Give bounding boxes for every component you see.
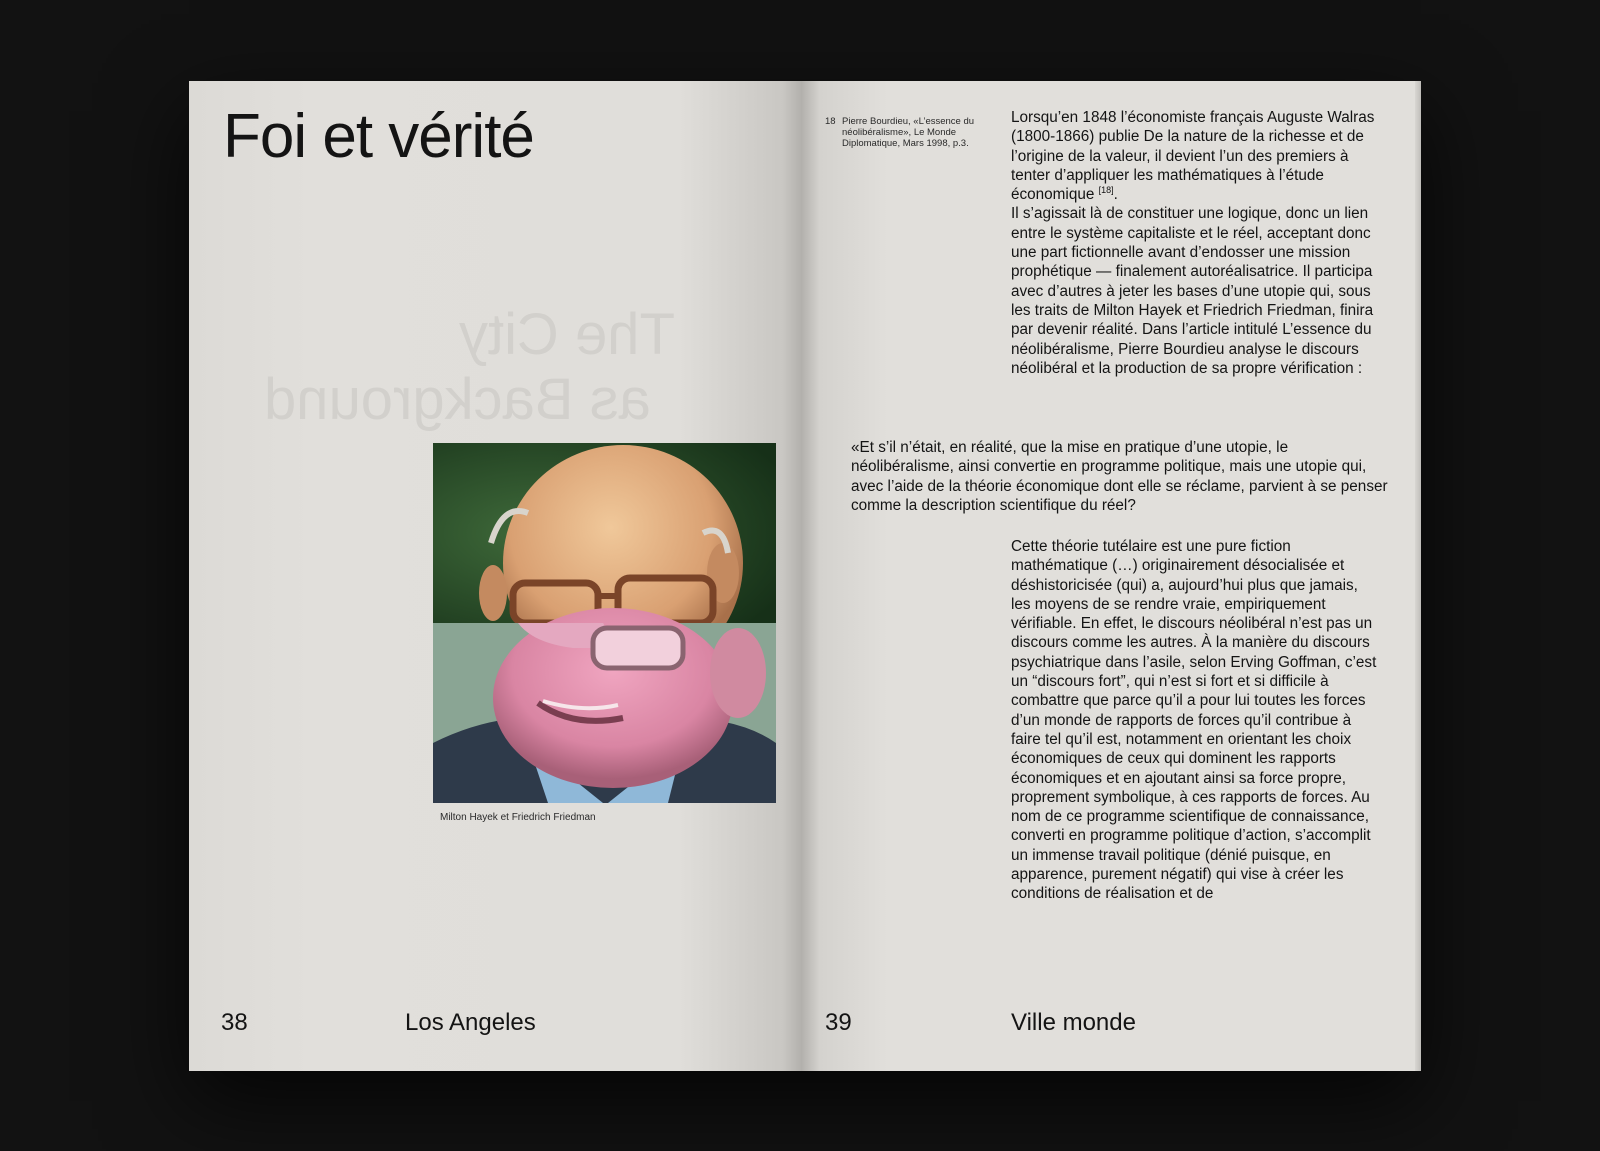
left-page xyxy=(189,81,801,1071)
right-page xyxy=(801,81,1421,1071)
show-through-text: as Background xyxy=(264,367,651,432)
portrait-collage-image xyxy=(433,443,776,803)
block-quote: «Et s’il n’était, en réalité, que la mise en pratique d’une utopie, le néolibéralisme, ainsi convertie en programme politique, mais une utopie qui, avec l’aide de la théorie économique dont elle se réclame, parvient à se penser comme la description scientifique du réel? xyxy=(851,439,1388,514)
photo-caption: Milton Hayek et Friedrich Friedman xyxy=(440,812,596,823)
book-spread xyxy=(189,81,1421,1071)
page-number: 39 xyxy=(825,1009,852,1036)
paragraph-text: Lorsqu’en 1848 l’économiste français Auguste Walras (1800-1866) publie De la nature de la richesse et de l’origine de la valeur, il devient l’un des premiers à tenter d’appliquer les mathématiques à l’étude économique xyxy=(1011,109,1375,204)
show-through-text: The City xyxy=(459,302,675,367)
page-edge xyxy=(1415,81,1421,1071)
footnote-text: Pierre Bourdieu, «L’essence du néolibéralisme», Le Monde Diplomatique, Mars 1998, p.3. xyxy=(842,116,975,150)
body-paragraph xyxy=(1011,108,1381,378)
footnote xyxy=(825,116,995,150)
page-title: Foi et vérité xyxy=(223,102,534,171)
footnote-reference: [18] xyxy=(1098,185,1114,196)
page-number: 38 xyxy=(221,1009,248,1036)
section-name: Ville monde xyxy=(1011,1009,1136,1036)
footnote-number: 18 xyxy=(825,116,836,127)
body-paragraph: Cette théorie tutélaire est une pure fiction mathématique (…) originairement désocialisée et déshistoricisée (qui) a, aujourd’hui plus que jamais, les moyens de se rendre vraie, empiriquement vérifiable. En effet, le discours néolibéral n’est pas un discours comme les autres. À la manière du discours psychiatrique dans l’asile, selon Erving Goffman, c’est un “discours fort”, qui n’est si fort et si difficile à combattre que parce qu’il a pour lui toutes les forces d’un monde de rapports de forces qu’il contribue à faire tel qu’il est, notamment en orientant les choix économiques de ceux qui dominent les rapports économiques et en ajoutant ainsi sa force propre, proprement symbolique, à ces rapports de forces. Au nom de ce programme scientifique de connaissance, converti en programme politique d’action, s’accomplit un immense travail politique (dénié puisque, en apparence, purement négatif) qui vise à créer les conditions de réalisation et de xyxy=(1011,538,1377,903)
paragraph-text: Il s’agissait là de constituer une logique, donc un lien entre le système capitaliste et le réel, acceptant donc une part fictionnelle avant d’endosser une mission prophétique — finalement autoréalisatrice. Il participa avec d’autres à jeter les bases d’une utopie qui, sous les traits de Milton Hayek et Friedrich Friedman, finira par devenir réalité. Dans l’article intitulé L’essence du néolibéralisme, Pierre Bourdieu analyse le discours néolibéral et la production de sa propre vérification : xyxy=(1011,205,1374,377)
section-name: Los Angeles xyxy=(405,1009,536,1036)
paragraph-text: . xyxy=(1113,186,1118,204)
